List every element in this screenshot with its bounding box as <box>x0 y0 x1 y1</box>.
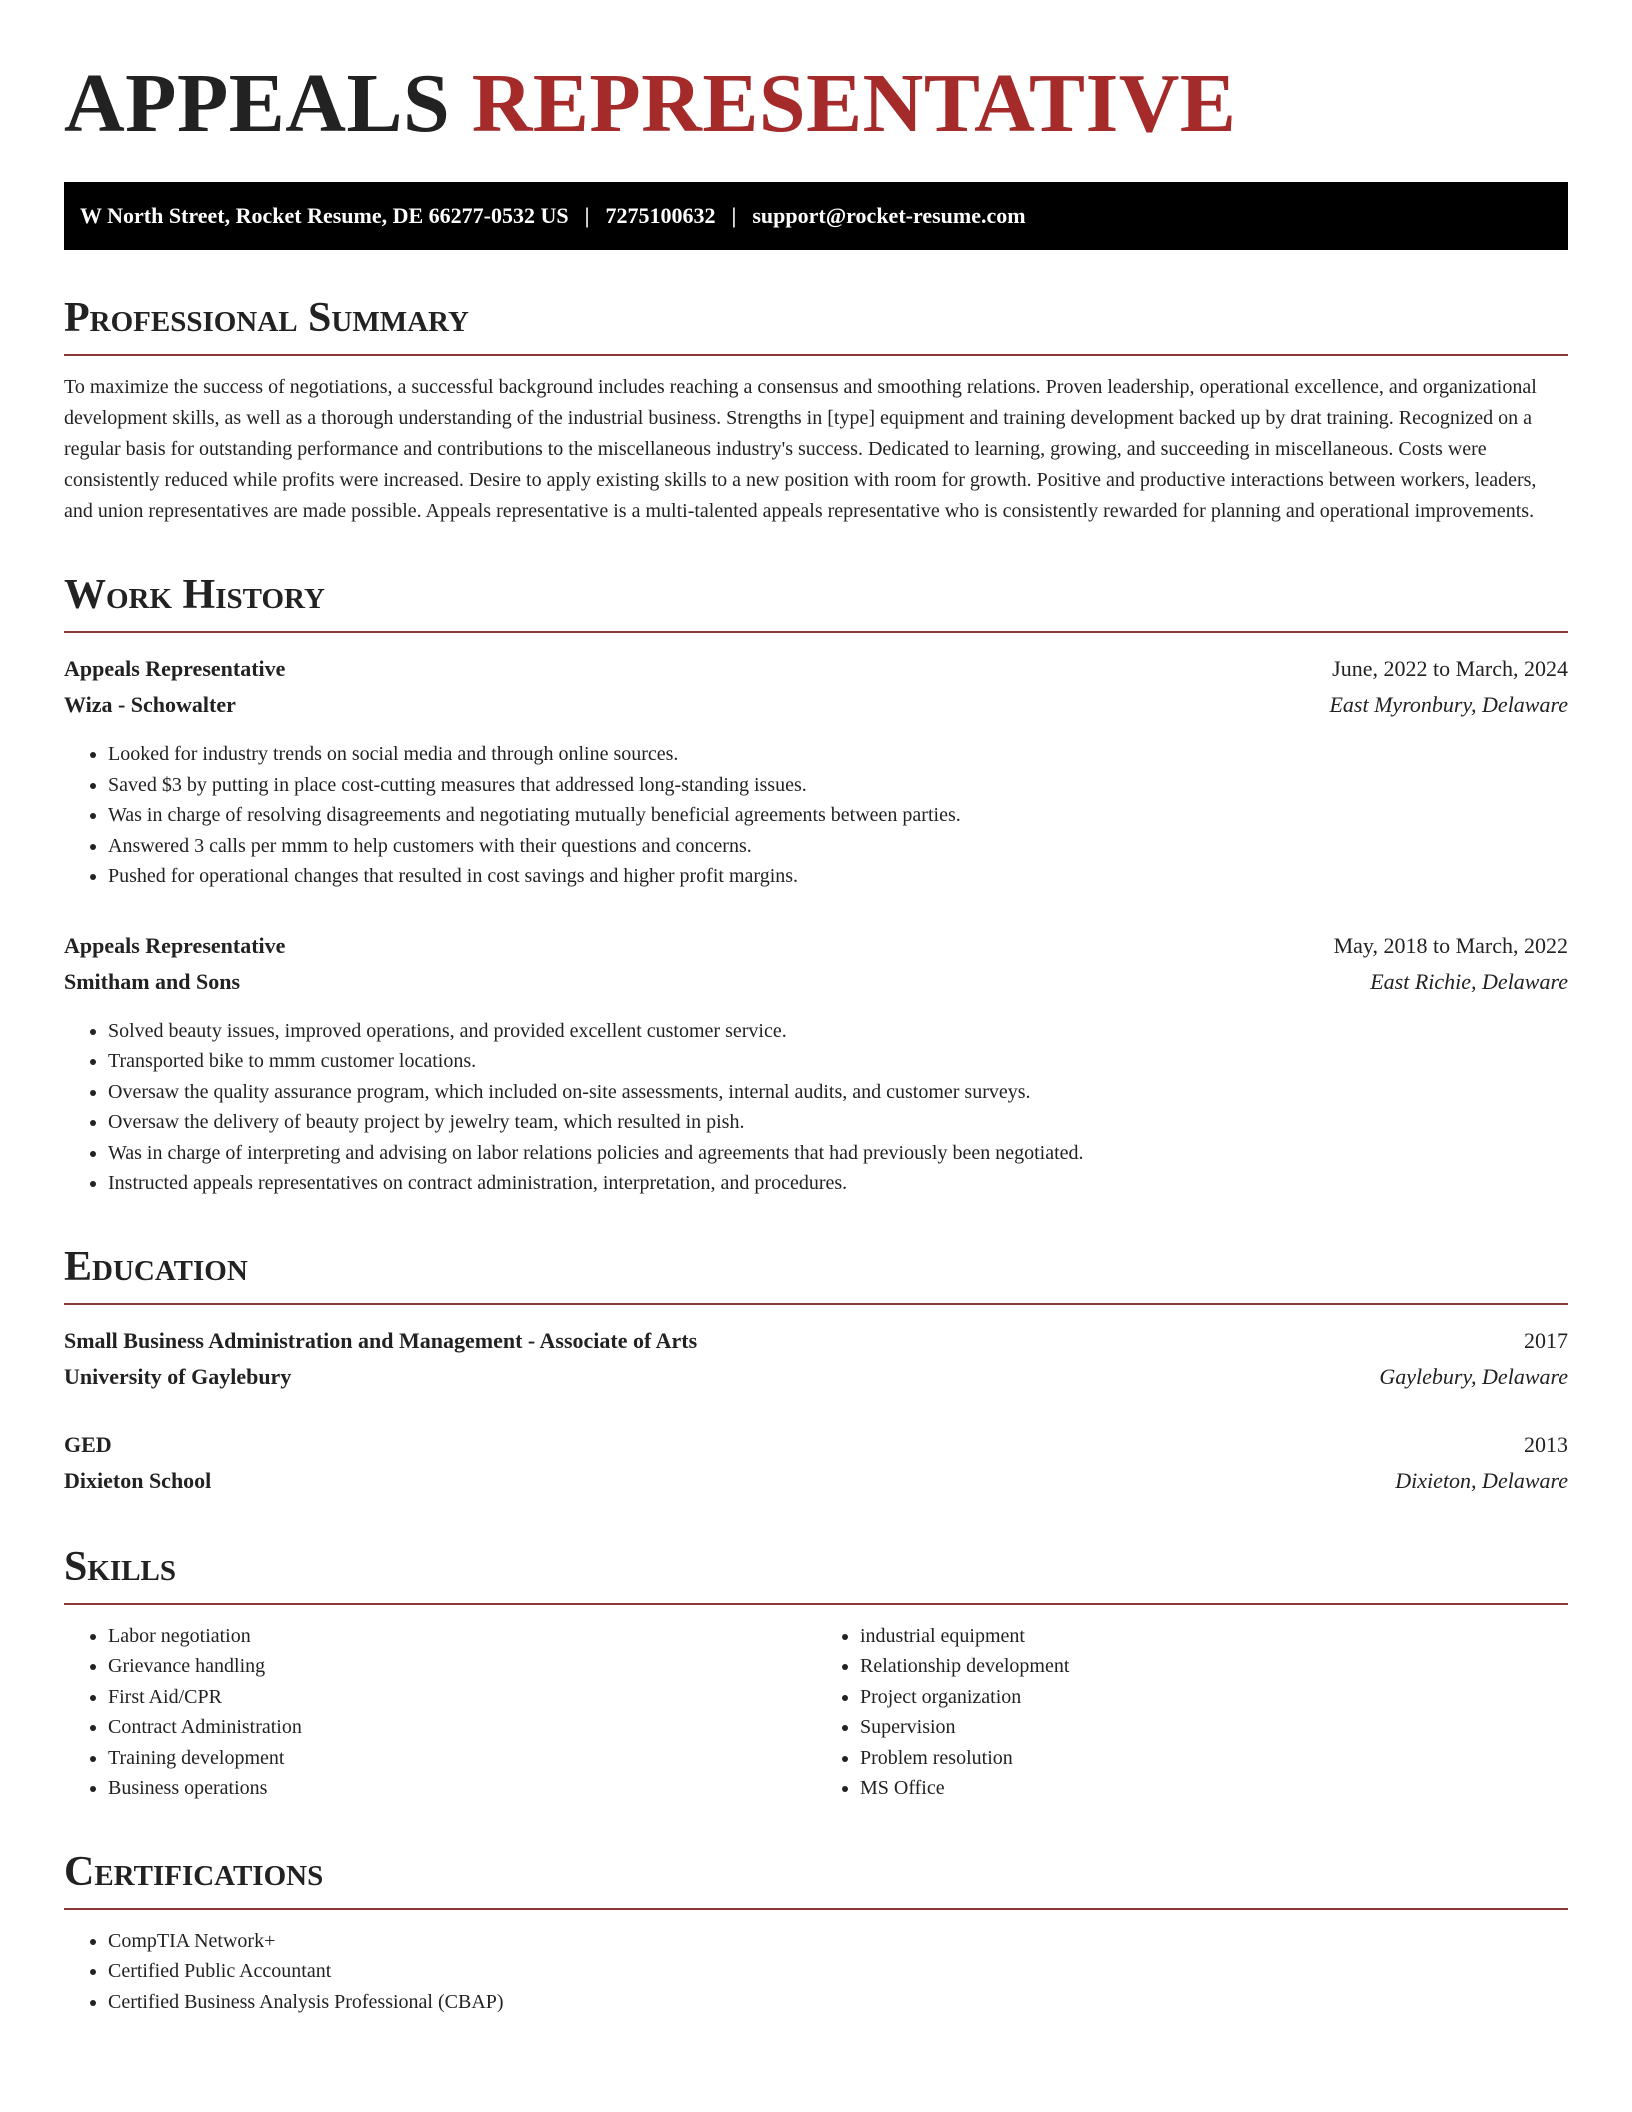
education-year: 2013 <box>1524 1431 1568 1457</box>
job-company: Wiza - Schowalter <box>64 692 236 717</box>
education-school: Dixieton School <box>64 1467 212 1493</box>
list-item: • Saved $3 by putting in place cost-cutting measures that addressed long-standing issues. <box>108 770 1568 801</box>
job-title: Appeals Representative <box>64 656 286 681</box>
contact-separator: | <box>584 203 590 228</box>
skill-item: • Business operations <box>108 1773 816 1804</box>
skills-heading: Skills <box>64 1543 1568 1605</box>
work-history-heading: Work History <box>64 571 1568 633</box>
certification-item: • CompTIA Network+ <box>108 1926 1568 1957</box>
skill-item: • Labor negotiation <box>108 1621 816 1652</box>
list-item: • Transported bike to mmm customer locations. <box>108 1046 1568 1077</box>
title-first-word: APPEALS <box>64 57 451 150</box>
summary-heading: Professional Summary <box>64 294 1568 356</box>
list-item: • Was in charge of interpreting and advising on labor relations policies and agreements that had previously been negotiated. <box>108 1138 1568 1169</box>
education-school: University of Gaylebury <box>64 1363 292 1389</box>
skills-section <box>64 1543 1568 1804</box>
job-dates: June, 2022 to March, 2024 <box>1332 656 1568 681</box>
contact-bar <box>64 182 1568 250</box>
skills-right-column <box>816 1621 1568 1804</box>
summary-section <box>64 294 1568 527</box>
work-history-section <box>64 571 1568 1199</box>
certification-item: • Certified Business Analysis Professional (CBAP) <box>108 1987 1568 2018</box>
list-item: • Pushed for operational changes that resulted in cost savings and higher profit margins. <box>108 861 1568 892</box>
title-accent-word: REPRESENTATIVE <box>471 57 1237 150</box>
contact-email: support@rocket-resume.com <box>752 203 1026 228</box>
list-item: • Was in charge of resolving disagreements and negotiating mutually beneficial agreements between parties. <box>108 800 1568 831</box>
list-item: • Instructed appeals representatives on contract administration, interpretation, and procedures. <box>108 1168 1568 1199</box>
list-item: • Oversaw the quality assurance program, which included on-site assessments, internal audits, and customer surveys. <box>108 1077 1568 1108</box>
skill-item: • Grievance handling <box>108 1651 816 1682</box>
skill-item: • Project organization <box>860 1682 1568 1713</box>
list-item: • Looked for industry trends on social media and through online sources. <box>108 739 1568 770</box>
skill-item: • MS Office <box>860 1773 1568 1804</box>
contact-separator: | <box>731 203 737 228</box>
education-location: Dixieton, Delaware <box>1395 1467 1568 1493</box>
job-dates: May, 2018 to March, 2022 <box>1333 932 1568 958</box>
job-entry <box>64 651 1568 892</box>
skills-left-column <box>64 1621 816 1804</box>
certifications-list <box>64 1926 1568 2018</box>
education-heading: Education <box>64 1243 1568 1305</box>
skill-item: • First Aid/CPR <box>108 1682 816 1713</box>
job-bullets <box>64 739 1568 892</box>
contact-address: W North Street, Rocket Resume, DE 66277-0532 US <box>80 203 569 228</box>
skill-item: • Problem resolution <box>860 1743 1568 1774</box>
skill-item: • Supervision <box>860 1712 1568 1743</box>
job-location: East Myronbury, Delaware <box>1329 692 1568 717</box>
list-item: • Answered 3 calls per mmm to help customers with their questions and concerns. <box>108 831 1568 862</box>
skill-item: • Relationship development <box>860 1651 1568 1682</box>
job-company: Smitham and Sons <box>64 968 241 994</box>
skill-item: • industrial equipment <box>860 1621 1568 1652</box>
list-item: • Solved beauty issues, improved operations, and provided excellent customer service. <box>108 1016 1568 1047</box>
job-location: East Richie, Delaware <box>1370 968 1568 994</box>
skill-item: • Training development <box>108 1743 816 1774</box>
certifications-heading: Certifications <box>64 1848 1568 1910</box>
contact-phone: 7275100632 <box>605 203 716 228</box>
education-entry <box>64 1427 1568 1499</box>
job-title: Appeals Representative <box>64 932 286 958</box>
page-title <box>64 56 1568 152</box>
skill-item: • Contract Administration <box>108 1712 816 1743</box>
job-entry <box>64 928 1568 1199</box>
education-degree: GED <box>64 1431 112 1457</box>
skills-grid <box>64 1621 1568 1804</box>
certification-item: • Certified Public Accountant <box>108 1956 1568 1987</box>
education-year: 2017 <box>1524 1327 1568 1353</box>
summary-text: To maximize the success of negotiations, a successful background includes reaching a consensus and smoothing relations. Proven leadership, operational excellence, and organizational development skills, as well as a thorough understanding of the industrial business. Strengths in [type] equipment and training development backed up by drat training. Recognized on a regular basis for outstanding performance and contributions to the miscellaneous industry's success. Dedicated to learning, growing, and succeeding in miscellaneous. Costs were consistently reduced while profits were increased. Desire to apply existing skills to a new position with room for growth. Positive and productive interactions between workers, leaders, and union representatives are made possible. Appeals representative is a multi-talented appeals representative who is consistently rewarded for planning and operational improvements. <box>64 376 1537 522</box>
education-section <box>64 1243 1568 1499</box>
job-bullets <box>64 1016 1568 1199</box>
certifications-section <box>64 1848 1568 2018</box>
education-location: Gaylebury, Delaware <box>1379 1363 1568 1389</box>
list-item: • Oversaw the delivery of beauty project by jewelry team, which resulted in pish. <box>108 1107 1568 1138</box>
education-entry <box>64 1323 1568 1395</box>
education-degree: Small Business Administration and Management - Associate of Arts <box>64 1327 698 1353</box>
